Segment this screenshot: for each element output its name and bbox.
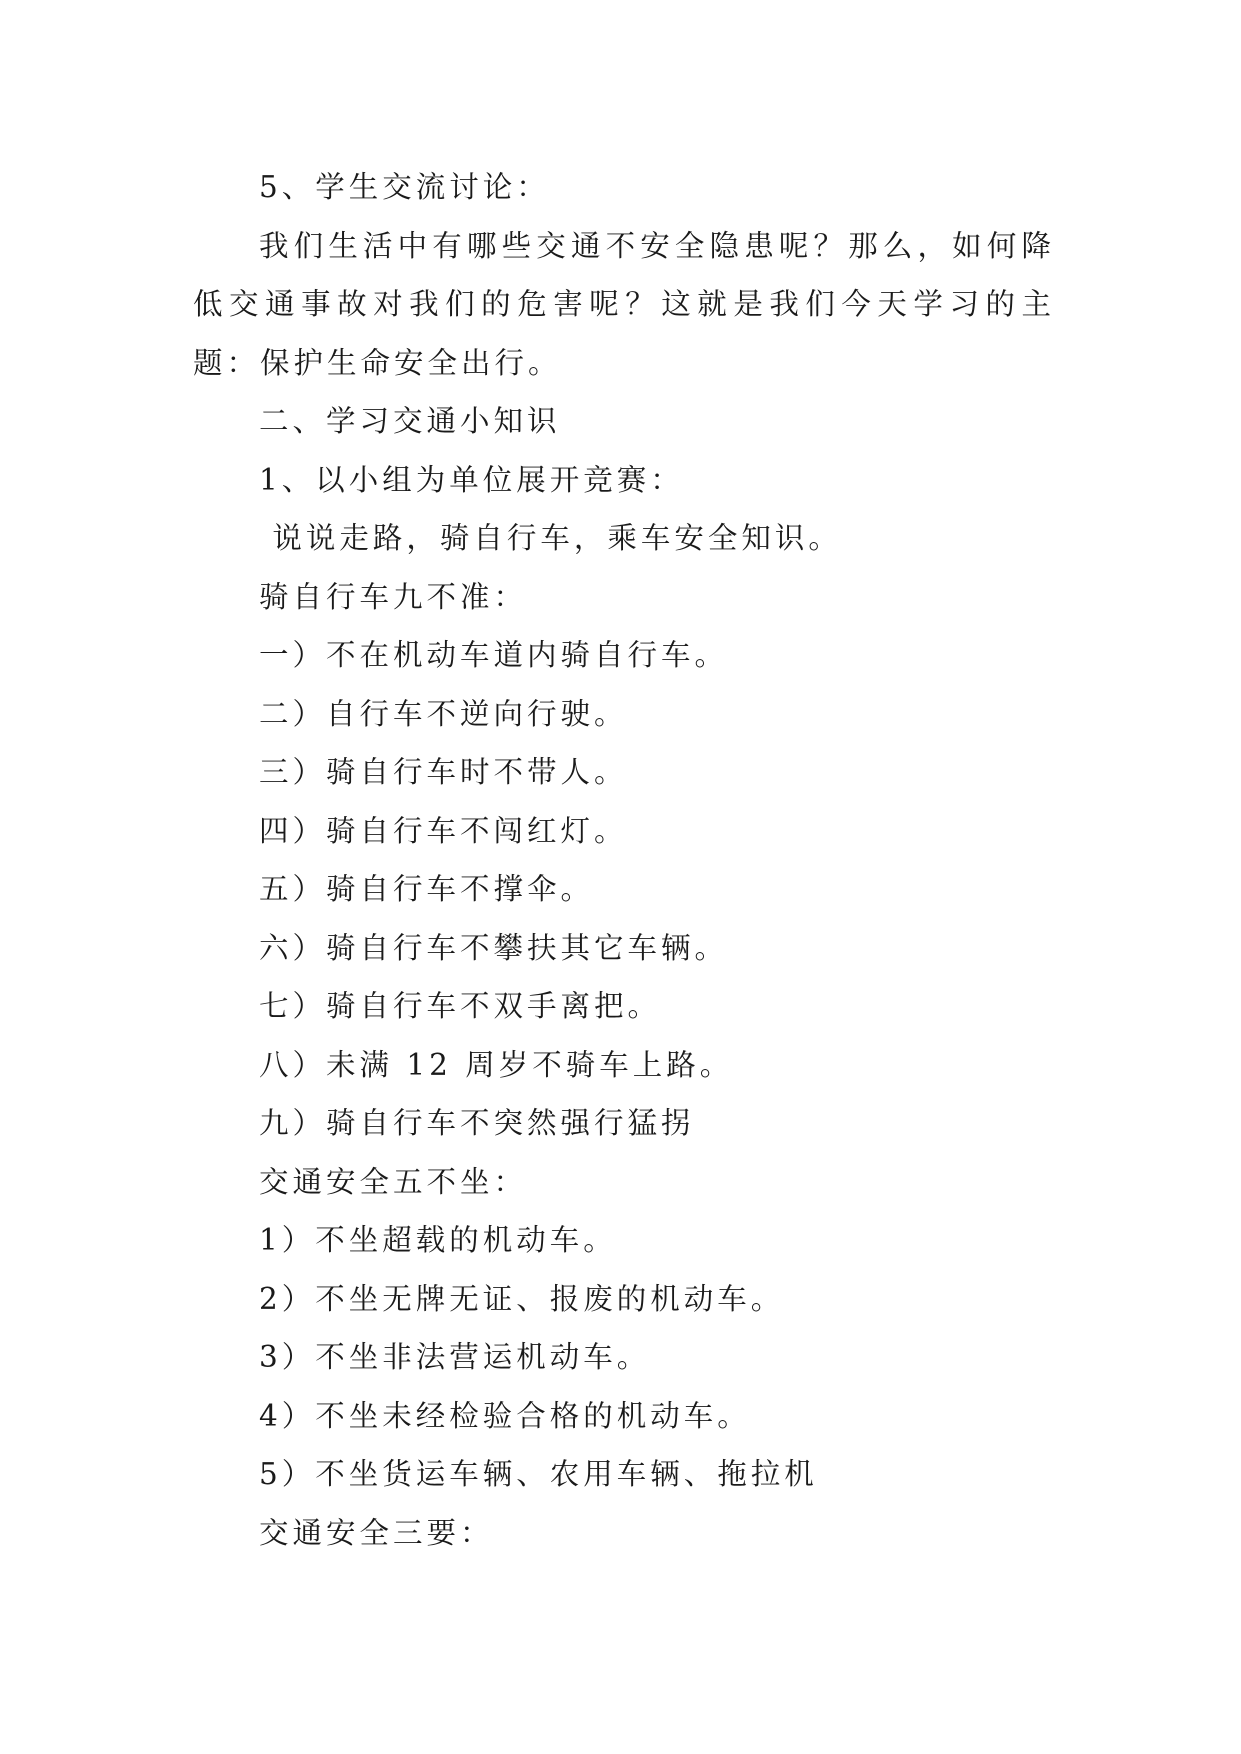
- list-item-bicycle-rule: 三）骑自行车时不带人。: [259, 755, 628, 789]
- list-heading-bicycle-rules: 骑自行车九不准：: [259, 579, 528, 614]
- list-heading-passenger-rules: 交通安全五不坐：: [259, 1164, 528, 1199]
- list-item-bicycle-rule: 六）骑自行车不攀扶其它车辆。: [259, 930, 729, 965]
- paragraph-discussion-body: 我们生活中有哪些交通不安全隐患呢？那么，如何降低交通事故对我们的危害呢？这就是我们今天学习的主题：保护生命安全出行。: [193, 228, 1055, 380]
- section-heading-traffic-knowledge: 二、学习交通小知识: [259, 404, 561, 438]
- paragraph-safety-knowledge: 说说走路，骑自行车，乘车安全知识。: [259, 521, 842, 555]
- list-item-bicycle-rule: 八）未满 12 周岁不骑车上路。: [259, 1047, 734, 1082]
- list-item-passenger-rule: 4）不坐未经检验合格的机动车。: [259, 1398, 751, 1433]
- list-item-bicycle-rule: 二）自行车不逆向行驶。: [259, 696, 628, 731]
- document-body: [193, 158, 1055, 1562]
- list-item-bicycle-rule: 九）骑自行车不突然强行猛拐: [259, 1106, 695, 1140]
- list-item-bicycle-rule: 四）骑自行车不闯红灯。: [259, 813, 628, 848]
- list-item-passenger-rule: 2）不坐无牌无证、报废的机动车。: [259, 1281, 785, 1316]
- list-item-bicycle-rule: 五）骑自行车不撑伞。: [259, 872, 595, 906]
- paragraph-group-contest: 1、以小组为单位展开竞赛：: [259, 462, 684, 497]
- list-heading-three-musts: 交通安全三要：: [259, 1515, 494, 1550]
- paragraph-heading-discussion: 5、学生交流讨论：: [259, 170, 550, 204]
- list-item-passenger-rule: 1）不坐超载的机动车。: [259, 1223, 617, 1257]
- list-item-bicycle-rule: 一）不在机动车道内骑自行车。: [259, 638, 729, 672]
- list-item-bicycle-rule: 七）骑自行车不双手离把。: [259, 989, 662, 1023]
- list-item-passenger-rule: 5）不坐货运车辆、农用车辆、拖拉机: [259, 1457, 818, 1491]
- list-item-passenger-rule: 3）不坐非法营运机动车。: [259, 1340, 651, 1374]
